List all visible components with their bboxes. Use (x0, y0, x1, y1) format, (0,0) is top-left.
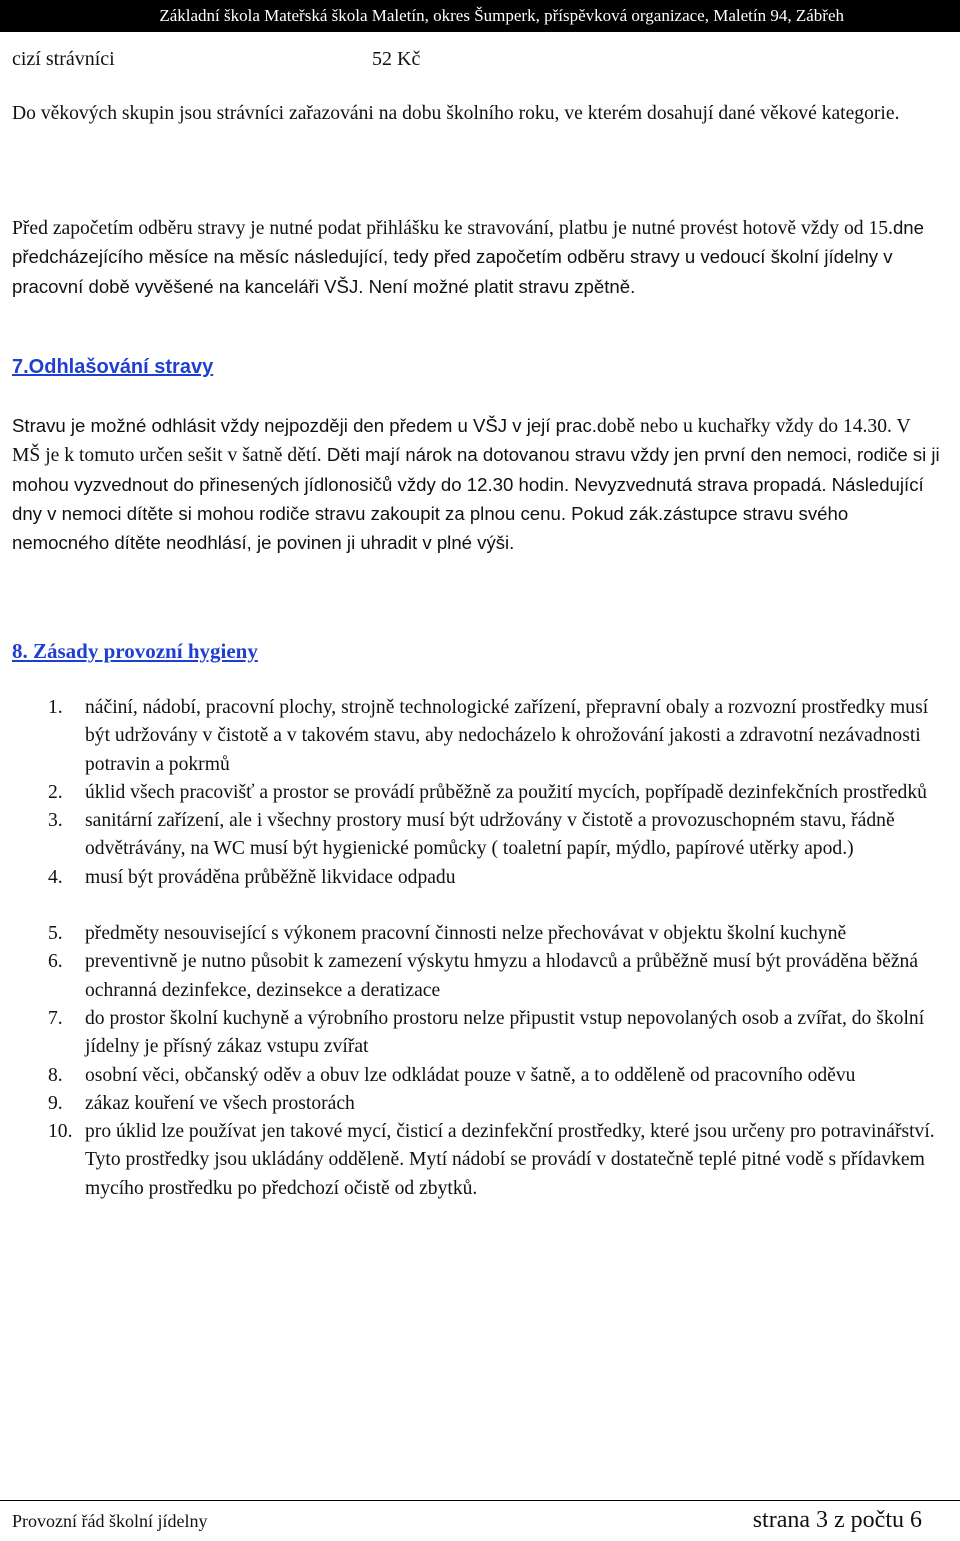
list-item (48, 807, 948, 864)
item-number: 5. (48, 923, 63, 945)
hygiene-rules-list (48, 694, 948, 1203)
meal-cancellation-paragraph (12, 412, 942, 558)
list-item (48, 694, 948, 779)
list-item (48, 1118, 948, 1203)
item-number: 7. (48, 1007, 63, 1029)
list-item (48, 1062, 948, 1090)
item-number: 10. (48, 1121, 73, 1143)
list-item (48, 948, 948, 1005)
item-number: 2. (48, 781, 63, 803)
item-text: osobní věci, občanský oděv a obuv lze odkládat pouze v šatně, a to odděleně od pracovního oděvu (85, 1064, 856, 1086)
item-text: preventivně je nutno působit k zamezení výskytu hmyzu a hlodavců a průběžně musí být prováděna běžná ochranná dezinfekce, dezinsekce a deratizace (85, 951, 919, 1001)
list-item (48, 1090, 948, 1118)
page-number: strana 3 z počtu 6 (752, 1507, 922, 1533)
registration-text-b: dne předcházejícího měsíce na měsíc následující, tedy před započetím odběru stravy u vedoucí školní jídelny v pracovní době vyvěšené na kanceláři VŠJ. Není možné platit stravu zpětně. (12, 217, 924, 297)
item-text: do prostor školní kuchyně a výrobního prostoru nelze připustit vstup nepovolaných osob a zvířat, do školní jídelny je přísný zákaz vstupu zvířat (85, 1007, 925, 1058)
item-text: náčiní, nádobí, pracovní plochy, strojně technologické zařízení, přepravní obaly a rozvozní prostředky musí být udržovány v čistotě a v takovém stavu, aby nedocházelo k ohrožování jakosti a zdravotní nezávadnosti potravin a pokrmů (85, 697, 929, 775)
item-text: zákaz kouření ve všech prostorách (85, 1092, 355, 1114)
item-text: musí být prováděna průběžně likvidace odpadu (85, 866, 456, 888)
item-number: 4. (48, 866, 63, 888)
footer-title: Provozní řád školní jídelny (12, 1511, 208, 1531)
list-item (48, 920, 948, 948)
cancellation-text-e: zástupce stravu svého nemocného dítěte neodhlásí, je povinen ji uhradit v plné výši. (12, 502, 849, 554)
cancellation-text-d: Následující dny v nemoci dítěte si mohou rodiče stravu zakoupit za plnou cenu. Pokud zák. (12, 473, 924, 524)
document-header (0, 0, 960, 32)
registration-paragraph (12, 214, 942, 302)
price-value: 52 Kč (372, 48, 421, 70)
item-number: 6. (48, 951, 63, 973)
item-text: úklid všech pracovišť a prostor se provádí průběžně za použití mycích, popřípadě dezinfekčních prostředků (85, 781, 927, 803)
price-label: cizí strávníci (12, 48, 115, 70)
section-8-heading: 8. Zásady provozní hygieny (12, 639, 258, 663)
age-groups-paragraph: Do věkových skupin jsou strávníci zařazováni na dobu školního roku, ve kterém dosahují dané věkové kategorie. (12, 103, 900, 124)
list-item (48, 1005, 948, 1062)
item-text: sanitární zařízení, ale i všechny prostory musí být udržovány v čistotě a provozuschopném stavu, řádně odvětrávány, na WC musí být hygienické pomůcky ( toaletní papír, mýdlo, papírové utěrky apod.) (85, 810, 895, 860)
cancellation-text-a: Stravu je možné odhlásit vždy nejpozději den předem u VŠJ v její prac. (12, 415, 597, 436)
item-number: 9. (48, 1092, 63, 1114)
registration-text-a: Před započetím odběru stravy je nutné podat přihlášku ke stravování, platbu je nutné provést hotově vždy od 15. (12, 218, 893, 239)
list-item (48, 864, 948, 892)
item-number: 8. (48, 1064, 63, 1086)
school-name: Základní škola Mateřská škola Maletín, okres Šumperk, příspěvková organizace, Maletín 94, Zábřeh (159, 6, 844, 25)
page-footer (0, 1500, 960, 1541)
item-number: 3. (48, 810, 63, 832)
section-7-heading: 7.Odhlašování stravy (12, 356, 214, 378)
list-item (48, 779, 948, 807)
cancellation-text-b: době nebo u kuchařky vždy do 14.30. V MŠ je k tomuto určen sešit v šatně dětí. (12, 416, 911, 467)
price-row (12, 46, 420, 72)
item-text: předměty nesouvisející s výkonem pracovní činnosti nelze přechovávat v objektu školní kuchyně (85, 923, 847, 945)
item-number: 1. (48, 697, 63, 718)
cancellation-text-c: Děti mají nárok na dotovanou stravu vždy jen první den nemoci, rodiče si ji mohou vyzvednout do přinesených jídlonosičů vždy do 12.30 hodin. Nevyzvednutá strava propadá. (12, 444, 940, 495)
item-text: pro úklid lze používat jen takové mycí, čisticí a dezinfekční prostředky, které jsou určeny pro potravinářství. Tyto prostředky jsou ukládány odděleně. Mytí nádobí se provádí v dostatečně teplé pitné vodě s přídavkem mycího prostředku po předchozí očistě od zbytků. (85, 1121, 935, 1199)
